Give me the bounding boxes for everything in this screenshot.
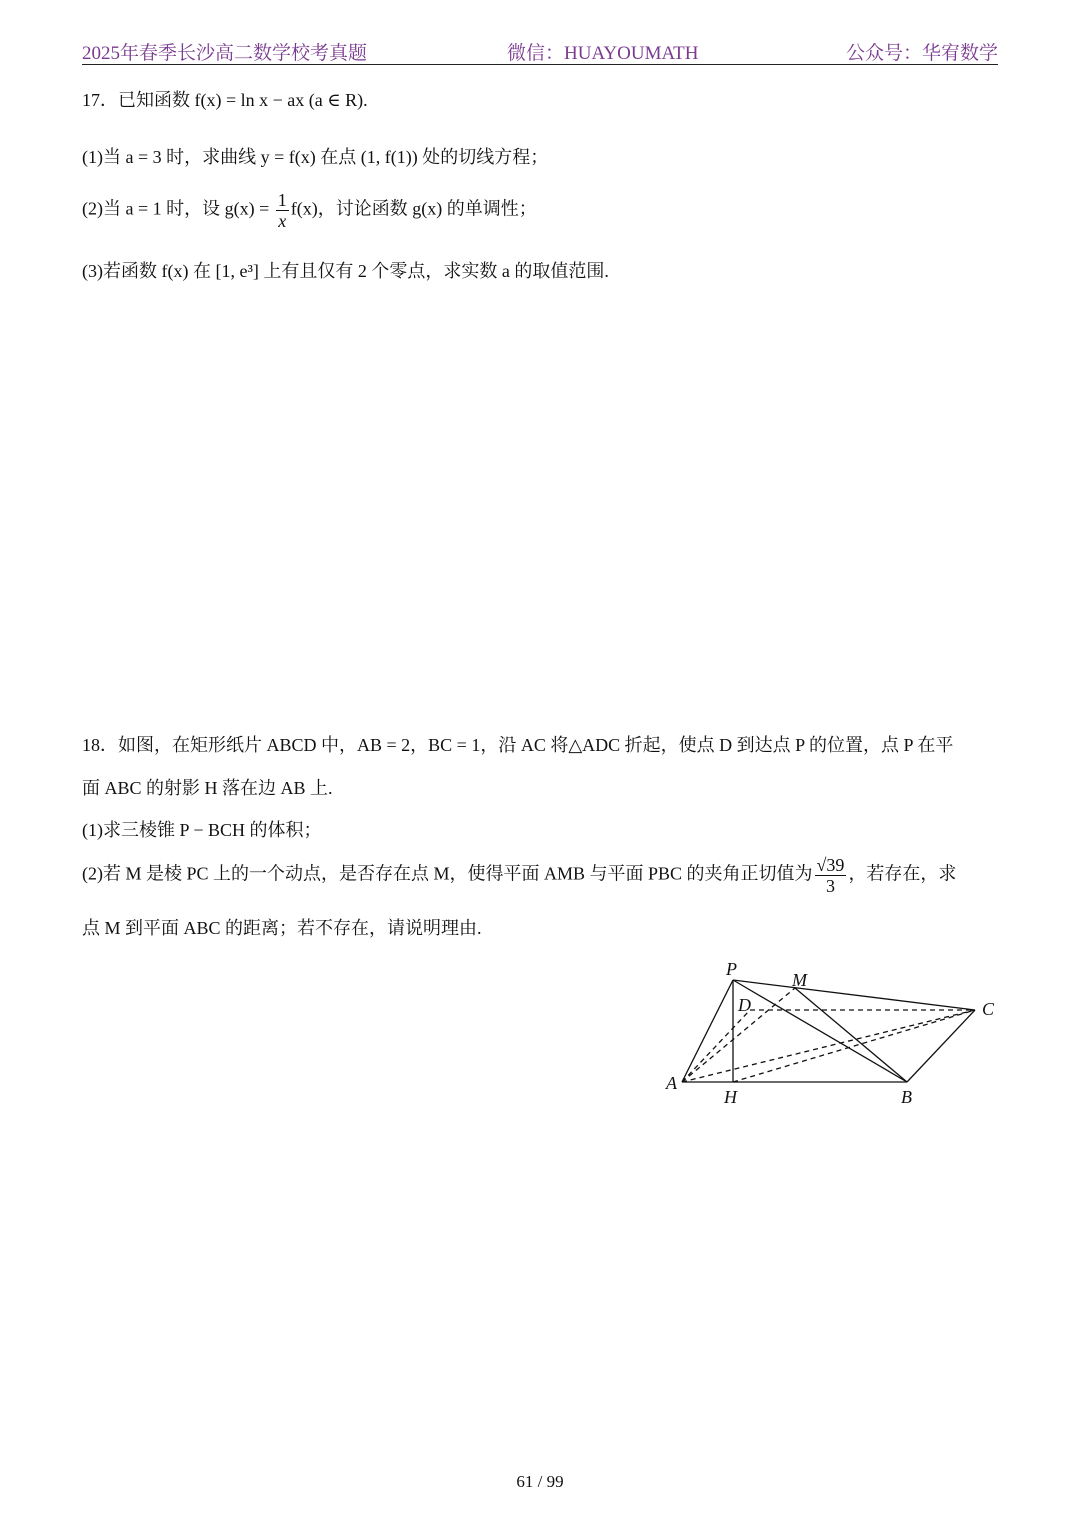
q17-part3: (3)若函数 f(x) 在 [1, e³] 上有且仅有 2 个零点，求实数 a 的取值范围.: [82, 261, 609, 281]
label-H: H: [724, 1087, 737, 1107]
page-number: 61 / 99: [516, 1472, 564, 1491]
pyramid-figure: [655, 955, 1015, 1115]
q17-stem: 17．已知函数 f(x) = ln x − ax (a ∈ R).: [82, 90, 368, 110]
q17-part2: [82, 190, 537, 231]
q17-part2-text-b: f(x)，讨论函数 g(x) 的单调性；: [290, 198, 537, 219]
q18-frac-num: √39: [816, 855, 845, 875]
q18-fraction: [815, 855, 847, 896]
edge-AD: [682, 1010, 750, 1082]
q18-part2-text-a: (2)若 M 是棱 PC 上的一个动点，是否存在点 M，使得平面 AMB 与平面 PBC 的夹角正切值为: [82, 863, 813, 884]
label-P: P: [726, 959, 737, 979]
q17-part1: (1)当 a = 3 时，求曲线 y = f(x) 在点 (1, f(1)) 处的切线方程；: [82, 147, 549, 167]
q17-frac-num: 1: [277, 190, 287, 210]
q18-stem-line1: 18．如图，在矩形纸片 ABCD 中，AB = 2，BC = 1，沿 AC 将△ADC 折起，使点 D 到达点 P 的位置，点 P 在平: [82, 735, 954, 755]
header-title: 2025年春季长沙高二数学校考真题: [82, 43, 368, 64]
edge-HC: [733, 1010, 975, 1082]
label-M: M: [792, 970, 807, 990]
q17-frac-den: x: [278, 211, 287, 231]
q18-stem-line2: 面 ABC 的射影 H 落在边 AB 上.: [82, 778, 333, 798]
label-A: A: [666, 1073, 677, 1093]
q18-part1: (1)求三棱锥 P − BCH 的体积；: [82, 820, 322, 840]
header-account: 公众号：华宥数学: [845, 43, 998, 64]
edge-PA: [682, 980, 733, 1082]
label-B: B: [901, 1087, 912, 1107]
page-header: [82, 36, 998, 65]
label-D: D: [738, 995, 751, 1015]
header-wechat: 微信：HUAYOUMATH: [507, 43, 699, 64]
q18-part2-line2: 点 M 到平面 ABC 的距离；若不存在，请说明理由.: [82, 918, 482, 938]
q17-fraction: [276, 190, 289, 231]
q18-part2-text-b: ，若存在，求: [848, 863, 957, 884]
q18-part2: [82, 855, 956, 896]
q17-part2-text-a: (2)当 a = 1 时，设 g(x) =: [82, 198, 274, 219]
edge-PB: [733, 980, 907, 1082]
edge-BC: [907, 1010, 975, 1082]
label-C: C: [982, 999, 995, 1019]
edge-PC: [733, 980, 975, 1010]
q18-frac-den: 3: [825, 876, 835, 896]
